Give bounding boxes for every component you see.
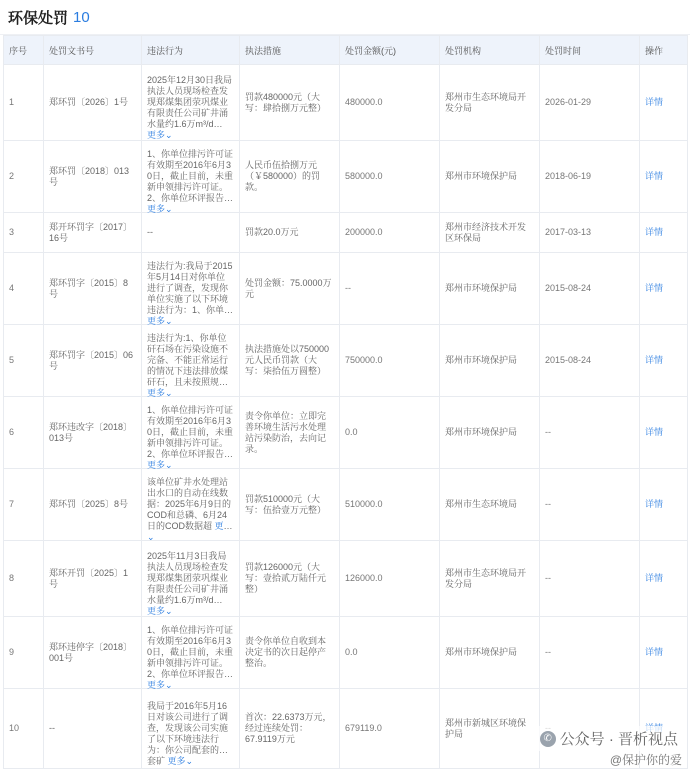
- row-action: [640, 469, 688, 541]
- row-index: 9: [4, 617, 44, 689]
- row-doc-number: 郑环罚字〔2015〕06号: [44, 325, 142, 397]
- violation-text: --: [147, 227, 153, 237]
- row-authority: 郑州市环境保护局: [440, 325, 540, 397]
- section-header: [0, 0, 690, 35]
- row-measure: 责令你单位：立即完善环境生活污水处理站污染防治，去向记录。: [240, 397, 340, 469]
- detail-link[interactable]: 详情: [645, 97, 664, 107]
- chevron-down-icon[interactable]: ⌄: [165, 388, 173, 398]
- violation-text: 1、你单位排污许可证有效期至2016年6月30日，截止目前，未重新申领排污许可证。2、你单位环评报告: [147, 625, 234, 679]
- col-violation: 违法行为: [142, 36, 240, 65]
- row-amount: 679119.0: [340, 689, 440, 769]
- violation-text: 该单位矿井水处理站出水口的自动在线数据：2025年6月9日的COD和总磷、6月24日的COD数据超: [147, 477, 232, 531]
- chevron-down-icon[interactable]: ⌄: [185, 756, 194, 766]
- row-action: [640, 65, 688, 141]
- row-doc-number: 郑环违改字〔2018〕013号: [44, 397, 142, 469]
- table-row: [4, 253, 688, 325]
- row-date: --: [540, 617, 640, 689]
- row-violation: [142, 253, 240, 325]
- row-amount: 0.0: [340, 617, 440, 689]
- row-violation: [142, 325, 240, 397]
- row-amount: 480000.0: [340, 65, 440, 141]
- violation-text: 1、你单位排污许可证有效期至2016年6月30日，截止目前，未重新申领排污许可证。2、你单位环评报告: [147, 405, 234, 459]
- row-doc-number: 郑开环罚字〔2017〕16号: [44, 213, 142, 253]
- col-action: 操作: [640, 36, 688, 65]
- row-authority: 郑州市生态环境局开发分局: [440, 541, 540, 617]
- row-authority: 郑州市环境保护局: [440, 253, 540, 325]
- row-measure: 责令你单位自收到本决定书的次日起停产整治。: [240, 617, 340, 689]
- col-date: 处罚时间: [540, 36, 640, 65]
- record-count: 10: [73, 8, 90, 26]
- row-violation: [142, 65, 240, 141]
- table-row: [4, 397, 688, 469]
- chevron-down-icon[interactable]: ⌄: [165, 606, 173, 616]
- violation-text: 1、你单位排污许可证有效期至2016年6月30日，截止目前，未重新申领排污许可证。2、你单位环评报告: [147, 149, 234, 203]
- row-action: [640, 253, 688, 325]
- more-link[interactable]: 更多: [147, 606, 166, 616]
- more-link[interactable]: 更多: [147, 130, 166, 140]
- row-index: 3: [4, 213, 44, 253]
- row-date: --: [540, 541, 640, 617]
- row-authority: 郑州市环境保护局: [440, 141, 540, 213]
- row-index: 2: [4, 141, 44, 213]
- penalty-table: [3, 35, 688, 769]
- row-measure: 罚款510000元（大写：伍拾壹万元整）: [240, 469, 340, 541]
- row-doc-number: 郑环罚〔2018〕013号: [44, 141, 142, 213]
- more-link[interactable]: 更多: [147, 460, 166, 470]
- watermark-text: 公众号 · 晋析视点: [559, 731, 678, 748]
- wechat-icon: ✆: [540, 731, 556, 747]
- row-violation: [142, 397, 240, 469]
- row-index: 1: [4, 65, 44, 141]
- row-amount: 580000.0: [340, 141, 440, 213]
- violation-text: 2025年12月30日我局执法人员现场检查发现郑煤集团荥巩煤业有限责任公司矿井涌水量约1.6万m³/d: [147, 75, 233, 129]
- detail-link[interactable]: 详情: [645, 573, 664, 583]
- row-date: --: [540, 469, 640, 541]
- row-measure: 罚款126000元（大写：壹拾贰万陆仟元整）: [240, 541, 340, 617]
- row-measure: 罚款20.0万元: [240, 213, 340, 253]
- detail-link[interactable]: 详情: [645, 427, 664, 437]
- table-row: [4, 617, 688, 689]
- col-measure: 执法措施: [240, 36, 340, 65]
- more-link[interactable]: 更多: [147, 204, 166, 214]
- table-row: [4, 325, 688, 397]
- row-amount: 750000.0: [340, 325, 440, 397]
- table-header-row: [4, 36, 688, 65]
- more-link[interactable]: 更多: [147, 680, 166, 690]
- detail-link[interactable]: 详情: [645, 283, 664, 293]
- row-amount: 200000.0: [340, 213, 440, 253]
- chevron-down-icon[interactable]: ⌄: [165, 680, 173, 690]
- row-measure: 首次：22.6373万元，经过连续处罚：67.9119万元: [240, 689, 340, 769]
- row-measure: 人民币伍拾捌万元（￥580000）的罚款。: [240, 141, 340, 213]
- row-authority: 郑州市经济技术开发区环保局: [440, 213, 540, 253]
- row-date: 2026-01-29: [540, 65, 640, 141]
- row-action: [640, 325, 688, 397]
- row-date: 2018-06-19: [540, 141, 640, 213]
- violation-text: 违法行为:1、你单位矸石场在污染设施不完备、不能正常运行的情况下违法排放煤矸石，且未按照规定: [147, 333, 229, 387]
- row-doc-number: 郑环违停字〔2018〕001号: [44, 617, 142, 689]
- table-row: [4, 65, 688, 141]
- chevron-down-icon[interactable]: ⌄: [147, 532, 155, 542]
- violation-text: 违法行为:我局于2015年5月14日对你单位进行了调查，发现你单位实施了以下环境违法行为：1、你单: [147, 261, 233, 315]
- section-title: 环保处罚: [8, 9, 69, 27]
- chevron-down-icon[interactable]: ⌄: [165, 130, 173, 140]
- row-doc-number: 郑环罚字〔2015〕8号: [44, 253, 142, 325]
- detail-link[interactable]: 详情: [645, 171, 664, 181]
- more-link[interactable]: 更多: [214, 521, 233, 531]
- row-index: 7: [4, 469, 44, 541]
- row-index: 8: [4, 541, 44, 617]
- row-action: [640, 541, 688, 617]
- row-doc-number: 郑环罚〔2025〕8号: [44, 469, 142, 541]
- row-amount: 0.0: [340, 397, 440, 469]
- detail-link[interactable]: 详情: [645, 355, 664, 365]
- chevron-down-icon[interactable]: ⌄: [165, 204, 173, 214]
- row-date: 2015-08-24: [540, 253, 640, 325]
- table-row: [4, 213, 688, 253]
- row-action: [640, 213, 688, 253]
- table-row: [4, 469, 688, 541]
- row-authority: 郑州市生态环境局: [440, 469, 540, 541]
- violation-text: 我局于2016年5月16日对该公司进行了调查，发现该公司实施了以下环境违法行为：你公司配套的三套矿: [147, 701, 229, 766]
- detail-link[interactable]: 详情: [645, 499, 664, 509]
- weibo-watermark: @保护你的爱: [609, 753, 682, 767]
- col-authority: 处罚机构: [440, 36, 540, 65]
- row-action: [640, 397, 688, 469]
- row-violation: [142, 469, 240, 541]
- row-violation: [142, 689, 240, 769]
- row-measure: 执法措施处以750000元人民币罚款（大写：柒拾伍万圆整）: [240, 325, 340, 397]
- more-link[interactable]: 更多: [167, 756, 186, 766]
- row-authority: 郑州市环境保护局: [440, 617, 540, 689]
- col-doc-number: 处罚文书号: [44, 36, 142, 65]
- row-date: 2017-03-13: [540, 213, 640, 253]
- row-violation: [142, 213, 240, 253]
- row-authority: 郑州市新城区环境保护局: [440, 689, 540, 769]
- chevron-down-icon[interactable]: ⌄: [165, 316, 173, 326]
- row-amount: --: [340, 253, 440, 325]
- row-date: 2015-08-24: [540, 325, 640, 397]
- row-measure: 罚款480000元（大写：肆拾捌万元整）: [240, 65, 340, 141]
- row-amount: 126000.0: [340, 541, 440, 617]
- more-link[interactable]: 更多: [147, 316, 166, 326]
- row-action: [640, 141, 688, 213]
- detail-link[interactable]: 详情: [645, 647, 664, 657]
- row-index: 4: [4, 253, 44, 325]
- row-authority: 郑州市生态环境局开发分局: [440, 65, 540, 141]
- table-row: [4, 541, 688, 617]
- col-amount: 处罚金额(元): [340, 36, 440, 65]
- row-doc-number: 郑环罚〔2026〕1号: [44, 65, 142, 141]
- row-action: [640, 617, 688, 689]
- row-doc-number: --: [44, 689, 142, 769]
- violation-text: 2025年11月3日我局执法人员现场检查发现郑煤集团荥巩煤业有限责任公司矿井涌水量约1.6万m³/d: [147, 551, 229, 605]
- row-authority: 郑州市环境保护局: [440, 397, 540, 469]
- row-index: 5: [4, 325, 44, 397]
- row-violation: [142, 617, 240, 689]
- row-amount: 510000.0: [340, 469, 440, 541]
- row-measure: 处罚金额：75.0000万元: [240, 253, 340, 325]
- wechat-watermark: [536, 726, 682, 751]
- chevron-down-icon[interactable]: ⌄: [165, 460, 173, 470]
- row-date: --: [540, 397, 640, 469]
- table-row: [4, 141, 688, 213]
- more-link[interactable]: 更多: [147, 388, 166, 398]
- row-violation: [142, 141, 240, 213]
- col-index: 序号: [4, 36, 44, 65]
- row-index: 10: [4, 689, 44, 769]
- detail-link[interactable]: 详情: [645, 227, 664, 237]
- row-violation: [142, 541, 240, 617]
- row-doc-number: 郑环开罚〔2025〕1号: [44, 541, 142, 617]
- row-index: 6: [4, 397, 44, 469]
